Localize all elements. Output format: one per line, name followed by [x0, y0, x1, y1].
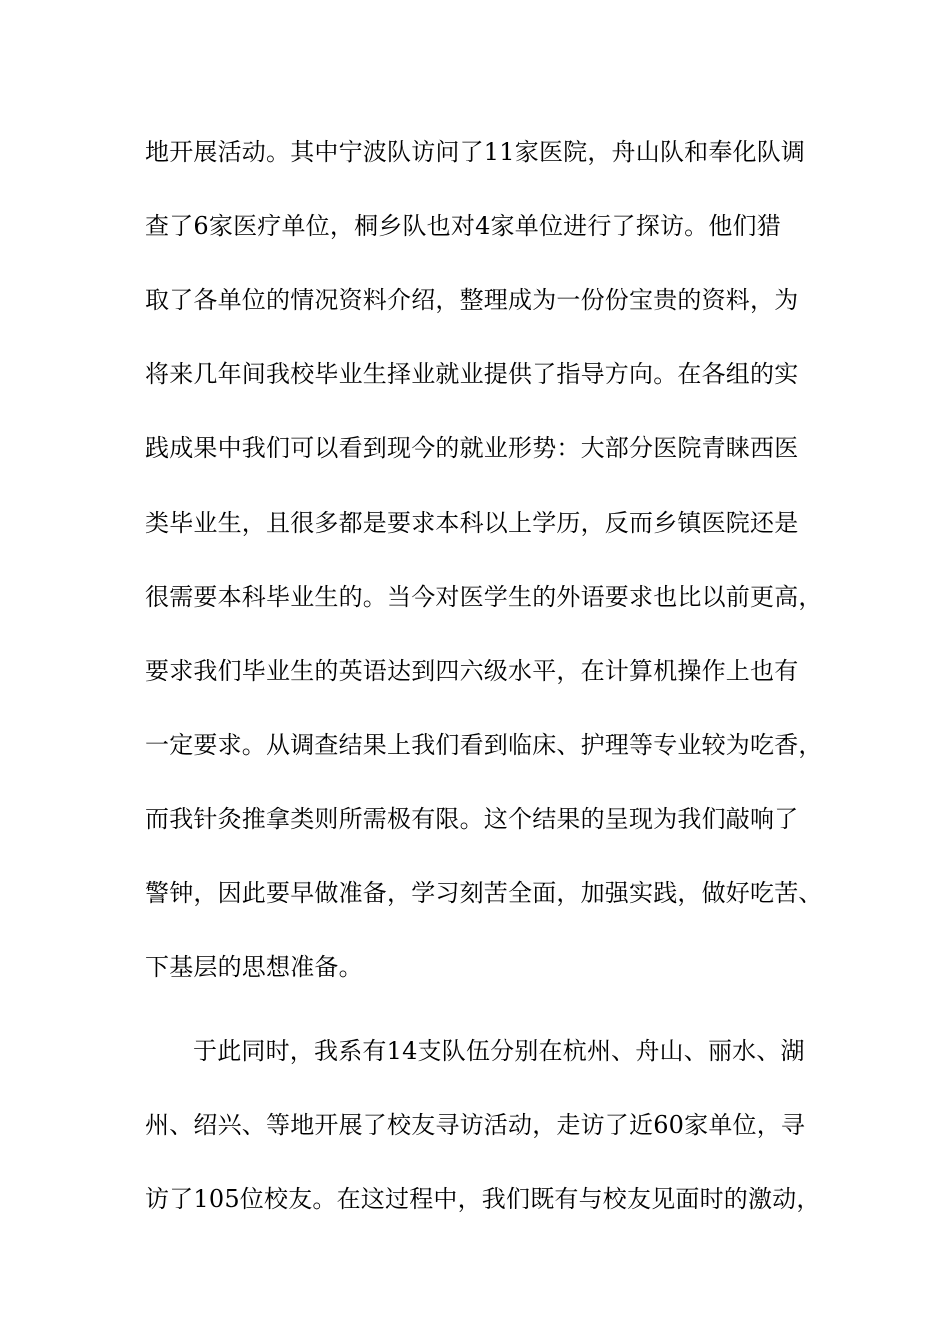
paragraph-line: 而我针灸推拿类则所需极有限。这个结果的呈现为我们敲响了 [145, 805, 799, 833]
paragraph-line: 很需要本科毕业生的。当今对医学生的外语要求也比以前更高， [145, 583, 823, 611]
paragraph-line: 访了105位校友。在这过程中，我们既有与校友见面时的激动， [145, 1185, 821, 1213]
paragraph-line: 州、绍兴、等地开展了校友寻访活动，走访了近60家单位，寻 [145, 1111, 806, 1139]
paragraph-line: 下基层的思想准备。 [145, 953, 363, 981]
paragraph-line: 一定要求。从调查结果上我们看到临床、护理等专业较为吃香， [145, 731, 823, 759]
paragraph-line: 类毕业生，且很多都是要求本科以上学历，反而乡镇医院还是 [145, 509, 799, 537]
paragraph-line: 将来几年间我校毕业生择业就业提供了指导方向。在各组的实 [145, 360, 799, 388]
paragraph-line: 查了6家医疗单位，桐乡队也对4家单位进行了探访。他们猎 [145, 212, 781, 240]
paragraph-line: 取了各单位的情况资料介绍，整理成为一份份宝贵的资料，为 [145, 286, 799, 314]
paragraph-line: 践成果中我们可以看到现今的就业形势：大部分医院青睐西医 [145, 434, 799, 462]
paragraph-line: 警钟，因此要早做准备，学习刻苦全面，加强实践，做好吃苦、 [145, 879, 823, 907]
paragraph-line: 要求我们毕业生的英语达到四六级水平，在计算机操作上也有 [145, 657, 799, 685]
paragraph-line: 地开展活动。其中宁波队访问了11家医院，舟山队和奉化队调 [145, 138, 806, 166]
paragraph-line: 于此同时，我系有14支队伍分别在杭州、舟山、丽水、湖 [193, 1037, 805, 1065]
